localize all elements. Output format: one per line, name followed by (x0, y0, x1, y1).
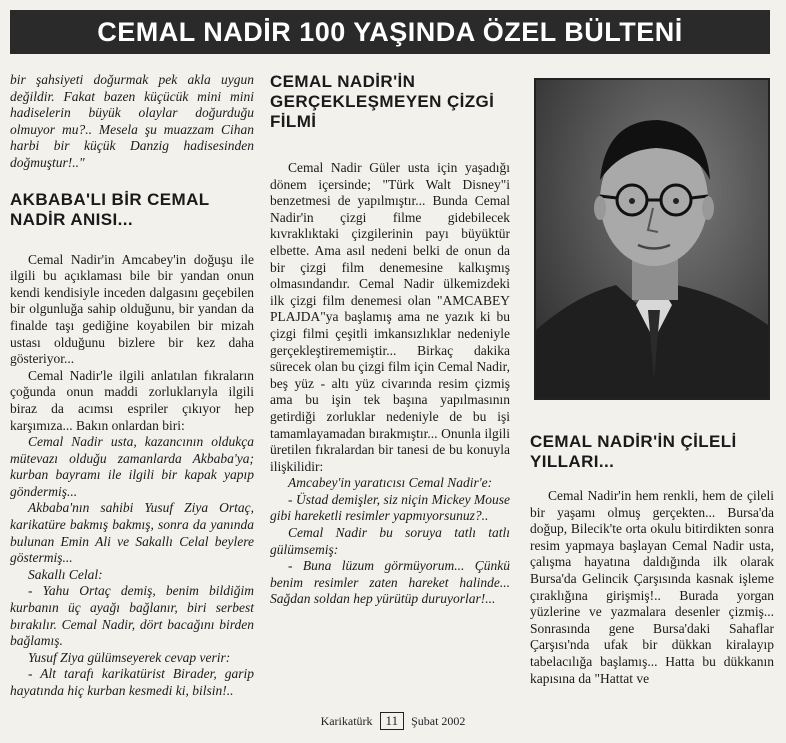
magazine-name: Karikatürk (320, 714, 373, 728)
paragraph: Cemal Nadir bu soruya tatlı tatlı gülümsemiş: (270, 525, 510, 557)
paragraph: Sakallı Celal: (28, 566, 103, 582)
page-footer (0, 712, 786, 730)
portrait-illustration (536, 80, 768, 398)
portrait-photo (534, 78, 770, 400)
paragraph: - Alt tarafı karikatürist Birader, garip hayatında hiç kurban kesmedi ki, bilsin!.. (10, 666, 254, 698)
paragraph: Cemal Nadir'in hem renkli, hem de çileli bir yaşamı olmuş gerçekten... Bursa'da doğup, Bilecik'te orta okulu bitirdikten sonra resim yapmaya başlayan Cemal Nadir usta, çalışma hayatına daldığında ilk olarak Bursa'da Gelincik Çarşısında kasnak işleme çıraklığına girişmiş!.. Burada yorgan yüzlerine ve yazmalara desenler çizmiş... Sonrasında gene Bursa'daki Sahaflar Çarşısı'nda ufak bir dükkan kiralayıp tabelacılığa başlamış... Hatta bu dükkanın kapısına da "Hattat ve (530, 488, 774, 686)
paragraph: Cemal Nadir usta, kazancının oldukça mütevazı olduğu zamanlarda Akbaba'ya; kurban bayramı ile ilgili bir kapak yapıp göndermiş... (10, 434, 254, 499)
intro-paragraph: bir şahsiyeti doğurmak pek akla uygun değildir. Fakat bazen küçücük mini mini hadiselerin büyük olaylar doğurduğu olmuyor mu?.. Mesela şu muazzam Cihan harbi bir küçük Danzig hadisesinden doğmuştur!.." (10, 72, 254, 170)
paragraph: - Buna lüzum görmüyorum... Çünkü benim resimler zaten hareket halinde... Sağdan soldan hep yürütüp duruyorlar!... (270, 558, 510, 607)
column-middle (270, 72, 510, 608)
paragraph: Cemal Nadir Güler usta için yaşadığı dönem içersinde; "Türk Walt Disney"i benzetmesi de yapılmıştır... Bunda Cemal Nadir'in çizgi filme gidebilecek kıvraklıktaki çizgilerinin payı büyüktür elbette. Ama asıl nedeni belki de onun da bir çizgi film denemesine kalkışmış olmasındandır. Cemal Nadir ülkemizdeki ilk çizgi film denemesi olan "AMCABEY PLAJDA"ya başlamış ama ne yazık ki bu çizgi filmi çeşitli imkansızlıklar nedeniyle gerçekleştirememiştir... Birkaç dakika sürecek olan bu çizgi film için Cemal Nadir, beş yüz - altı yüz civarında resim çizmiş ama bu işin tek başına yapılmasının getirdiği zorluklar nedeniyle de bu işi tamamlayamadan bırakmıştır... Onunla ilgili üretilen fıkralardan bir tanesi de bu konuyla ilişkilidir: (270, 160, 510, 474)
section-heading-cileli-yillar: CEMAL NADİR'İN ÇİLELİ YILLARI... (530, 432, 737, 471)
bulletin-banner: CEMAL NADİR 100 YAŞINDA ÖZEL BÜLTENİ (10, 10, 770, 54)
paragraph: Akbaba'nın sahibi Yusuf Ziya Ortaç, karikatüre bakmış bakmış, sonra da yanında bulunan Emin Ali ve Sakallı Celal beylere göstermiş... (10, 500, 254, 566)
paragraph: - Üstad demişler, siz niçin Mickey Mouse gibi hareketli resimler yapmıyorsunuz?.. (270, 491, 510, 524)
paragraph: Yusuf Ziya gülümseyerek cevap verir: (28, 649, 231, 665)
page-number: 11 (380, 712, 405, 730)
section-heading-akbaba: AKBABA'LI BİR CEMAL NADİR ANISI... (10, 189, 210, 229)
paragraph: Cemal Nadir'le ilgili anlatılan fıkraların çoğunda onun maddi zorluklarıyla ilgili biraz da acımsı espriler çıkıyor hep karşımıza... Bakın onlardan biri: (10, 367, 254, 433)
issue-date: Şubat 2002 (411, 714, 466, 728)
paragraph: Amcabey'in yaratıcısı Cemal Nadir'e: (288, 475, 493, 491)
paragraph: Cemal Nadir'in Amcabey'in doğuşu ile ilgili bu açıklaması bile bir yandan onun kendi kendisiyle inceden dalgasını geçebilen bir olgunluğa sahip olduğunu, bir yandan da finalde taşı gediğine koyabilen bir mizah ustası olduğunu bizlere bir kez daha gösteriyor... (10, 251, 254, 367)
column-right (530, 72, 774, 687)
section-heading-cizgi-film: CEMAL NADİR'İN GERÇEKLEŞMEYEN ÇİZGİ FİLMİ (270, 72, 495, 131)
column-left (10, 72, 254, 700)
paragraph: - Yahu Ortaç demiş, benim bildiğim kurbanın üç ayağı bağlanır, biri serbest bırakılır. Cemal Nadir, dört bacağını birden bağlamış. (10, 583, 254, 649)
